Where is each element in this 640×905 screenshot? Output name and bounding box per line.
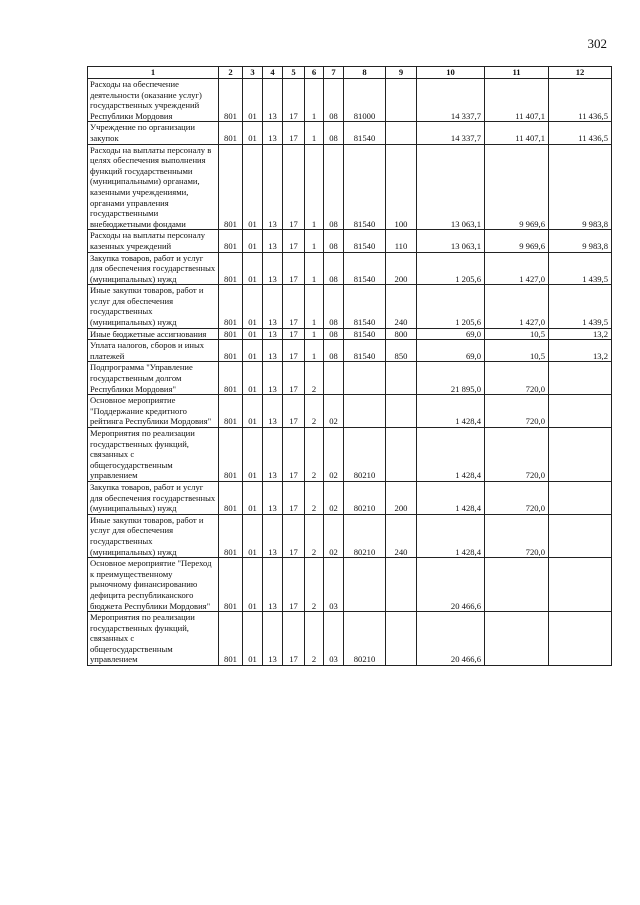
subprogram-cell: 1 <box>305 122 324 144</box>
direction-cell: 81540 <box>344 122 386 144</box>
direction-cell: 80210 <box>344 514 386 557</box>
row-name-cell: Расходы на обеспечение деятельности (оказание услуг) государственных учреждений Республики Мордовия <box>88 79 219 122</box>
expense-type-cell: 850 <box>386 340 417 362</box>
amount-year2-cell: 720,0 <box>485 481 549 514</box>
program-cell: 17 <box>283 252 305 285</box>
section-cell: 01 <box>243 395 263 428</box>
subsection-cell: 13 <box>263 340 283 362</box>
row-name-cell: Основное мероприятие "Переход к преимущественному рыночному финансированию дефицита республиканского бюджета Республики Мордовия" <box>88 558 219 612</box>
amount-year2-cell: 720,0 <box>485 395 549 428</box>
program-cell: 17 <box>283 144 305 230</box>
subsection-cell: 13 <box>263 612 283 666</box>
activity-cell <box>324 362 344 395</box>
table-row <box>88 252 612 285</box>
gr-code-cell: 801 <box>219 395 243 428</box>
amount-year3-cell: 13,2 <box>549 328 612 340</box>
gr-code-cell: 801 <box>219 340 243 362</box>
activity-cell: 08 <box>324 230 344 252</box>
section-cell: 01 <box>243 144 263 230</box>
row-name-cell: Расходы на выплаты персоналу в целях обеспечения выполнения функций государственными (муниципальными) органами, казенными учреждениями, органами управления государственными внебюджетными фондами <box>88 144 219 230</box>
activity-cell: 08 <box>324 340 344 362</box>
program-cell: 17 <box>283 514 305 557</box>
expense-type-cell <box>386 558 417 612</box>
gr-code-cell: 801 <box>219 514 243 557</box>
section-cell: 01 <box>243 428 263 482</box>
subsection-cell: 13 <box>263 122 283 144</box>
amount-year1-cell: 13 063,1 <box>417 144 485 230</box>
subprogram-cell: 2 <box>305 428 324 482</box>
direction-cell: 81540 <box>344 230 386 252</box>
activity-cell: 08 <box>324 252 344 285</box>
subsection-cell: 13 <box>263 285 283 328</box>
table-row <box>88 514 612 557</box>
amount-year3-cell: 11 436,5 <box>549 79 612 122</box>
direction-cell <box>344 558 386 612</box>
table-row <box>88 558 612 612</box>
subprogram-cell: 1 <box>305 79 324 122</box>
subprogram-cell: 1 <box>305 144 324 230</box>
amount-year2-cell: 1 427,0 <box>485 252 549 285</box>
direction-cell: 81540 <box>344 285 386 328</box>
row-name-cell: Иные бюджетные ассигнования <box>88 328 219 340</box>
section-cell: 01 <box>243 122 263 144</box>
table-row <box>88 230 612 252</box>
subsection-cell: 13 <box>263 481 283 514</box>
activity-cell: 02 <box>324 428 344 482</box>
row-name-cell: Мероприятия по реализации государственных функций, связанных с общегосударственным управлением <box>88 612 219 666</box>
column-header: 3 <box>243 67 263 79</box>
row-name-cell: Иные закупки товаров, работ и услуг для обеспечения государственных (муниципальных) нужд <box>88 285 219 328</box>
activity-cell: 08 <box>324 328 344 340</box>
table-row <box>88 362 612 395</box>
column-header: 6 <box>305 67 324 79</box>
activity-cell: 02 <box>324 481 344 514</box>
gr-code-cell: 801 <box>219 252 243 285</box>
amount-year3-cell <box>549 558 612 612</box>
expense-type-cell: 800 <box>386 328 417 340</box>
column-header: 11 <box>485 67 549 79</box>
amount-year3-cell <box>549 612 612 666</box>
gr-code-cell: 801 <box>219 428 243 482</box>
subsection-cell: 13 <box>263 328 283 340</box>
row-name-cell: Подпрограмма "Управление государственным долгом Республики Мордовия" <box>88 362 219 395</box>
program-cell: 17 <box>283 612 305 666</box>
amount-year1-cell: 14 337,7 <box>417 122 485 144</box>
program-cell: 17 <box>283 481 305 514</box>
amount-year1-cell: 69,0 <box>417 328 485 340</box>
direction-cell <box>344 362 386 395</box>
expense-type-cell: 200 <box>386 481 417 514</box>
amount-year1-cell: 13 063,1 <box>417 230 485 252</box>
subsection-cell: 13 <box>263 558 283 612</box>
column-header: 10 <box>417 67 485 79</box>
column-header: 2 <box>219 67 243 79</box>
program-cell: 17 <box>283 340 305 362</box>
activity-cell: 03 <box>324 612 344 666</box>
amount-year1-cell: 14 337,7 <box>417 79 485 122</box>
amount-year2-cell: 720,0 <box>485 362 549 395</box>
table-body <box>88 79 612 666</box>
page-number: 302 <box>587 36 607 51</box>
gr-code-cell: 801 <box>219 612 243 666</box>
table-row <box>88 122 612 144</box>
column-header: 5 <box>283 67 305 79</box>
gr-code-cell: 801 <box>219 481 243 514</box>
column-header: 8 <box>344 67 386 79</box>
gr-code-cell: 801 <box>219 328 243 340</box>
row-name-cell: Учреждение по организации закупок <box>88 122 219 144</box>
section-cell: 01 <box>243 340 263 362</box>
amount-year3-cell <box>549 514 612 557</box>
direction-cell <box>344 395 386 428</box>
subprogram-cell: 2 <box>305 514 324 557</box>
amount-year1-cell: 1 428,4 <box>417 395 485 428</box>
amount-year1-cell: 1 428,4 <box>417 481 485 514</box>
row-name-cell: Закупка товаров, работ и услуг для обеспечения государственных (муниципальных) нужд <box>88 481 219 514</box>
activity-cell: 02 <box>324 514 344 557</box>
amount-year2-cell: 720,0 <box>485 514 549 557</box>
subprogram-cell: 2 <box>305 558 324 612</box>
table-row <box>88 612 612 666</box>
amount-year3-cell <box>549 395 612 428</box>
subsection-cell: 13 <box>263 79 283 122</box>
table-row <box>88 79 612 122</box>
section-cell: 01 <box>243 328 263 340</box>
activity-cell: 08 <box>324 79 344 122</box>
amount-year3-cell <box>549 481 612 514</box>
row-name-cell: Мероприятия по реализации государственных функций, связанных с общегосударственным управлением <box>88 428 219 482</box>
subsection-cell: 13 <box>263 144 283 230</box>
direction-cell: 80210 <box>344 612 386 666</box>
gr-code-cell: 801 <box>219 285 243 328</box>
direction-cell: 81540 <box>344 144 386 230</box>
program-cell: 17 <box>283 428 305 482</box>
subprogram-cell: 1 <box>305 230 324 252</box>
amount-year1-cell: 20 466,6 <box>417 612 485 666</box>
amount-year2-cell: 9 969,6 <box>485 144 549 230</box>
subprogram-cell: 2 <box>305 395 324 428</box>
activity-cell: 03 <box>324 558 344 612</box>
column-header: 12 <box>549 67 612 79</box>
table-row <box>88 340 612 362</box>
direction-cell: 81540 <box>344 340 386 362</box>
activity-cell: 08 <box>324 285 344 328</box>
program-cell: 17 <box>283 122 305 144</box>
row-name-cell: Закупка товаров, работ и услуг для обеспечения государственных (муниципальных) нужд <box>88 252 219 285</box>
section-cell: 01 <box>243 514 263 557</box>
amount-year3-cell: 1 439,5 <box>549 252 612 285</box>
amount-year2-cell: 10,5 <box>485 340 549 362</box>
amount-year1-cell: 1 428,4 <box>417 428 485 482</box>
row-name-cell: Расходы на выплаты персоналу казенных учреждений <box>88 230 219 252</box>
subprogram-cell: 1 <box>305 285 324 328</box>
amount-year3-cell: 1 439,5 <box>549 285 612 328</box>
program-cell: 17 <box>283 230 305 252</box>
gr-code-cell: 801 <box>219 122 243 144</box>
amount-year2-cell: 1 427,0 <box>485 285 549 328</box>
table-row <box>88 285 612 328</box>
amount-year3-cell <box>549 428 612 482</box>
section-cell: 01 <box>243 79 263 122</box>
program-cell: 17 <box>283 558 305 612</box>
table-row <box>88 395 612 428</box>
program-cell: 17 <box>283 285 305 328</box>
expense-type-cell <box>386 395 417 428</box>
subsection-cell: 13 <box>263 362 283 395</box>
expense-type-cell: 200 <box>386 252 417 285</box>
amount-year2-cell: 10,5 <box>485 328 549 340</box>
section-cell: 01 <box>243 612 263 666</box>
column-header: 4 <box>263 67 283 79</box>
subsection-cell: 13 <box>263 230 283 252</box>
expense-type-cell: 240 <box>386 514 417 557</box>
section-cell: 01 <box>243 362 263 395</box>
expense-type-cell <box>386 428 417 482</box>
subprogram-cell: 2 <box>305 362 324 395</box>
subsection-cell: 13 <box>263 428 283 482</box>
section-cell: 01 <box>243 481 263 514</box>
program-cell: 17 <box>283 79 305 122</box>
gr-code-cell: 801 <box>219 79 243 122</box>
table-row <box>88 144 612 230</box>
column-header: 9 <box>386 67 417 79</box>
expense-type-cell <box>386 362 417 395</box>
amount-year2-cell: 9 969,6 <box>485 230 549 252</box>
subsection-cell: 13 <box>263 514 283 557</box>
section-cell: 01 <box>243 558 263 612</box>
activity-cell: 08 <box>324 122 344 144</box>
amount-year2-cell: 720,0 <box>485 428 549 482</box>
amount-year2-cell <box>485 612 549 666</box>
subprogram-cell: 1 <box>305 328 324 340</box>
amount-year3-cell: 9 983,8 <box>549 144 612 230</box>
direction-cell: 81000 <box>344 79 386 122</box>
expense-type-cell <box>386 122 417 144</box>
program-cell: 17 <box>283 395 305 428</box>
direction-cell: 80210 <box>344 428 386 482</box>
subprogram-cell: 2 <box>305 481 324 514</box>
expense-type-cell: 110 <box>386 230 417 252</box>
amount-year3-cell: 11 436,5 <box>549 122 612 144</box>
gr-code-cell: 801 <box>219 230 243 252</box>
program-cell: 17 <box>283 328 305 340</box>
row-name-cell: Иные закупки товаров, работ и услуг для обеспечения государственных (муниципальных) нужд <box>88 514 219 557</box>
direction-cell: 81540 <box>344 252 386 285</box>
expense-type-cell: 100 <box>386 144 417 230</box>
amount-year2-cell: 11 407,1 <box>485 122 549 144</box>
amount-year3-cell <box>549 362 612 395</box>
table-row <box>88 481 612 514</box>
section-cell: 01 <box>243 230 263 252</box>
amount-year1-cell: 21 895,0 <box>417 362 485 395</box>
subprogram-cell: 1 <box>305 252 324 285</box>
activity-cell: 02 <box>324 395 344 428</box>
subprogram-cell: 2 <box>305 612 324 666</box>
direction-cell: 80210 <box>344 481 386 514</box>
subsection-cell: 13 <box>263 395 283 428</box>
amount-year3-cell: 9 983,8 <box>549 230 612 252</box>
gr-code-cell: 801 <box>219 558 243 612</box>
subsection-cell: 13 <box>263 252 283 285</box>
column-header: 1 <box>88 67 219 79</box>
gr-code-cell: 801 <box>219 144 243 230</box>
expense-type-cell <box>386 612 417 666</box>
amount-year1-cell: 69,0 <box>417 340 485 362</box>
table-row <box>88 428 612 482</box>
amount-year1-cell: 20 466,6 <box>417 558 485 612</box>
direction-cell: 81540 <box>344 328 386 340</box>
row-name-cell: Уплата налогов, сборов и иных платежей <box>88 340 219 362</box>
program-cell: 17 <box>283 362 305 395</box>
amount-year3-cell: 13,2 <box>549 340 612 362</box>
section-cell: 01 <box>243 285 263 328</box>
amount-year1-cell: 1 205,6 <box>417 285 485 328</box>
amount-year1-cell: 1 428,4 <box>417 514 485 557</box>
amount-year2-cell <box>485 558 549 612</box>
amount-year2-cell: 11 407,1 <box>485 79 549 122</box>
column-header: 7 <box>324 67 344 79</box>
budget-table <box>87 66 612 666</box>
section-cell: 01 <box>243 252 263 285</box>
amount-year1-cell: 1 205,6 <box>417 252 485 285</box>
header-row <box>88 67 612 79</box>
table-row <box>88 328 612 340</box>
subprogram-cell: 1 <box>305 340 324 362</box>
expense-type-cell <box>386 79 417 122</box>
activity-cell: 08 <box>324 144 344 230</box>
gr-code-cell: 801 <box>219 362 243 395</box>
expense-type-cell: 240 <box>386 285 417 328</box>
row-name-cell: Основное мероприятие "Поддержание кредитного рейтинга Республики Мордовия" <box>88 395 219 428</box>
